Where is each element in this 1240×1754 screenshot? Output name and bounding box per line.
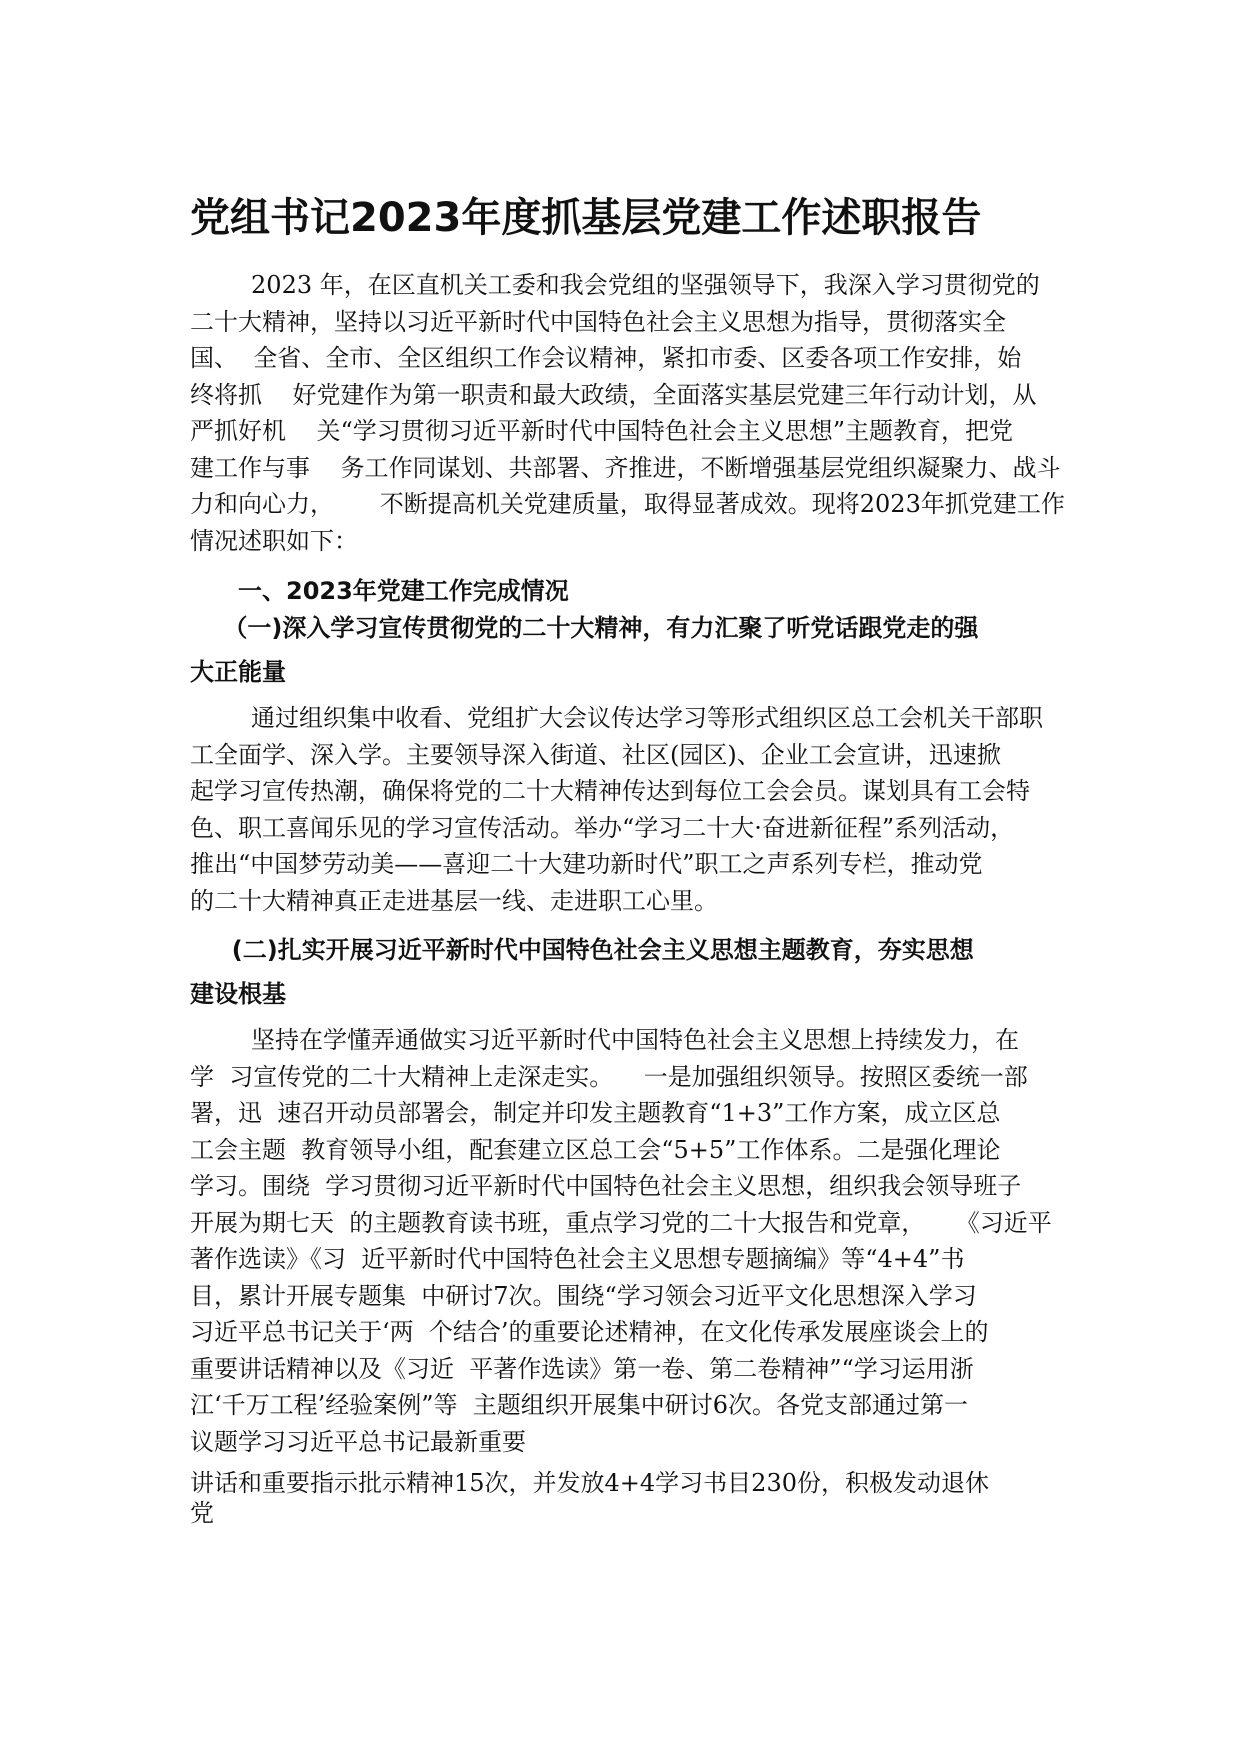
text-line: 的二十大精神真正走进基层一线、走进职工心里。 <box>190 886 718 915</box>
document-title: 党组书记2023年度抓基层党建工作述职报告 <box>190 195 982 241</box>
text-line: 学习。围绕 学习贯彻习近平新时代中国特色社会主义思想，组织我会领导班子 <box>190 1172 1022 1200</box>
text-line: 工会主题 教育领导小组，配套建立区总工会“5+5”工作体系。二是强化理论 <box>190 1135 1001 1164</box>
intro-paragraph <box>190 267 1065 559</box>
text-line: 严抓好机 关“学习贯彻习近平新时代中国特色社会主义思想”主题教育，把党 <box>190 417 1014 445</box>
text-line: 坚持在学懂弄通做实习近平新时代中国特色社会主义思想上持续发力，在 <box>190 1026 1020 1054</box>
subsection-title-1 <box>190 606 1060 694</box>
text-line: 大正能量 <box>190 658 286 686</box>
text-line: 国、 全省、全市、全区组织工作会议精神，紧扣市委、区委各项工作安排，始 <box>190 344 1022 372</box>
text-line: 议题学习习近平总书记最新重要 <box>190 1427 526 1456</box>
text-line: 署，迅 速召开动员部署会，制定并印发主题教育“1+3”工作方案，成立区总 <box>190 1099 1001 1127</box>
text-line: 江‘千万工程’经验案例”等 主题组织开展集中研讨6次。各党支部通过第一 <box>190 1391 969 1419</box>
text-line: 推出“中国梦劳动美——喜迎二十大建功新时代”职工之声系列专栏，推动党 <box>190 850 983 878</box>
subsection-2-body <box>190 1022 1060 1460</box>
text-line: 习近平总书记关于‘两 个结合’的重要论述精神，在文化传承发展座谈会上的 <box>190 1318 989 1346</box>
text-line: 学 习宣传党的二十大精神上走深走实。 一是加强组织领导。按照区委统一部 <box>190 1062 1028 1091</box>
text-line: 党 <box>190 1499 214 1527</box>
text-line: 2023 年，在区直机关工委和我会党组的坚强领导下，我深入学习贯彻党的 <box>190 271 1040 299</box>
text-line: 终将抓 好党建作为第一职责和最大政绩，全面落实基层党建三年行动计划，从 <box>190 380 1037 409</box>
section-heading: 一、2023年党建工作完成情况 <box>238 577 569 605</box>
text-line: 力和向心力， 不断提高机关党建质量，取得显著成效。现将2023年抓党建工作 <box>190 490 1065 518</box>
text-line: (二)扎实开展习近平新时代中国特色社会主义思想主题教育，夯实思想 <box>190 936 974 964</box>
text-line: 目，累计开展专题集 中研讨7次。围绕“学习领会习近平文化思想深入学习 <box>190 1281 977 1310</box>
subsection-title-2 <box>190 928 1060 1016</box>
subsection-1-body <box>190 700 1060 919</box>
text-line: 色、职工喜闻乐见的学习宣传活动。举办“学习二十大·奋进新征程”系列活动， <box>190 813 1015 842</box>
subsection-2-body-continued <box>190 1468 1060 1528</box>
text-line: 工全面学、深入学。主要领导深入街道、社区(园区)、企业工会宣讲，迅速掀 <box>190 740 1001 769</box>
text-line: 情况述职如下： <box>190 526 358 555</box>
text-line: 著作选读》《习 近平新时代中国特色社会主义思想专题摘编》等“4+4”书 <box>190 1245 965 1273</box>
text-line: 起学习宣传热潮，确保将党的二十大精神传达到每位工会会员。谋划具有工会特 <box>190 777 1030 805</box>
text-line: 建设根基 <box>190 980 286 1008</box>
text-line: 通过组织集中收看、党组扩大会议传达学习等形式组织区总工会机关干部职 <box>190 704 1044 732</box>
text-line: 二十大精神，坚持以习近平新时代中国特色社会主义思想为指导，贯彻落实全 <box>190 307 1006 336</box>
text-line: 讲话和重要指示批示精神15次，并发放4+4学习书目230份，积极发动退休 <box>190 1469 989 1497</box>
text-line: 建工作与事 务工作同谋划、共部署、齐推进，不断增强基层党组织凝聚力、战斗 <box>190 453 1061 482</box>
text-line: 重要讲话精神以及《习近 平著作选读》第一卷、第二卷精神”“学习运用浙 <box>190 1354 974 1383</box>
text-line: 开展为期七天 的主题教育读书班，重点学习党的二十大报告和党章， 《习近平 <box>190 1208 1052 1237</box>
text-line: （一)深入学习宣传贯彻党的二十大精神，有力汇聚了听党话跟党走的强 <box>190 614 979 642</box>
